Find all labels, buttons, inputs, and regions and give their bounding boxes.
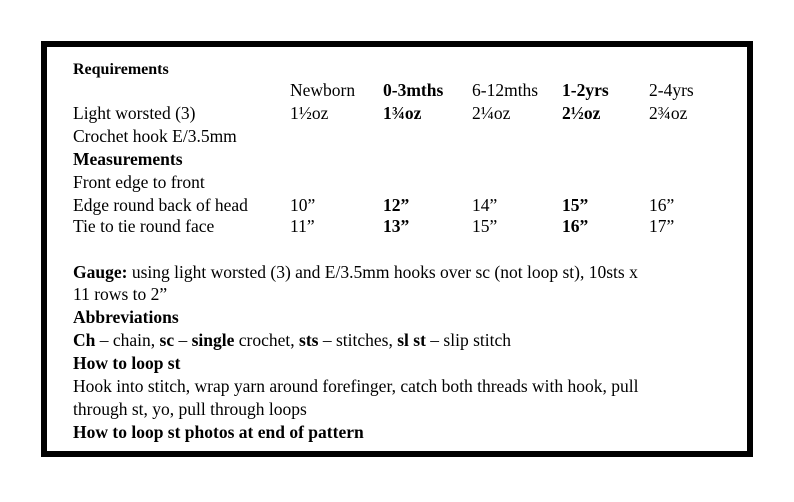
loop-text-line-1: Hook into stitch, wrap yarn around forefinger, catch both threads with hook, pull bbox=[73, 376, 639, 396]
yarn-label: Light worsted (3) bbox=[73, 103, 196, 123]
gauge-line-2: 11 rows to 2” bbox=[73, 284, 168, 304]
abbreviations-heading: Abbreviations bbox=[73, 307, 179, 327]
yarn-amount-0-3mths: 1¾oz bbox=[383, 103, 422, 123]
tie-2-4yrs: 17” bbox=[649, 216, 675, 236]
abbr-text: – chain, bbox=[95, 330, 160, 350]
abbreviations-line bbox=[73, 330, 511, 350]
loop-text-line-2: through st, yo, pull through loops bbox=[73, 399, 307, 419]
loop-photos-note: How to loop st photos at end of pattern bbox=[73, 422, 364, 442]
edge-2-4yrs: 16” bbox=[649, 195, 675, 215]
edge-newborn: 10” bbox=[290, 195, 316, 215]
abbr-sc: sc bbox=[159, 330, 175, 350]
size-1-2yrs: 1-2yrs bbox=[562, 80, 609, 100]
edge-6-12mths: 14” bbox=[472, 195, 498, 215]
yarn-amount-6-12mths: 2¼oz bbox=[472, 103, 511, 123]
abbr-text: – stitches, bbox=[318, 330, 398, 350]
tie-newborn: 11” bbox=[290, 216, 315, 236]
size-newborn: Newborn bbox=[290, 80, 356, 100]
size-2-4yrs: 2-4yrs bbox=[649, 80, 694, 100]
hook-requirement: Crochet hook E/3.5mm bbox=[73, 126, 237, 146]
abbr-ch: Ch bbox=[73, 330, 96, 350]
yarn-amount-1-2yrs: 2½oz bbox=[562, 103, 601, 123]
abbr-text: crochet, bbox=[234, 330, 300, 350]
tie-1-2yrs: 16” bbox=[562, 216, 589, 236]
yarn-amount-2-4yrs: 2¾oz bbox=[649, 103, 688, 123]
edge-0-3mths: 12” bbox=[383, 195, 410, 215]
gauge-label: Gauge: bbox=[73, 262, 128, 282]
tie-label: Tie to tie round face bbox=[73, 216, 215, 236]
front-edge-label: Front edge to front bbox=[73, 172, 205, 192]
tie-0-3mths: 13” bbox=[383, 216, 410, 236]
edge-label: Edge round back of head bbox=[73, 195, 248, 215]
size-0-3mths: 0-3mths bbox=[383, 80, 444, 100]
gauge-text: using light worsted (3) and E/3.5mm hooks over sc (not loop st), 10sts x bbox=[131, 262, 638, 282]
edge-1-2yrs: 15” bbox=[562, 195, 589, 215]
tie-6-12mths: 15” bbox=[472, 216, 498, 236]
loop-heading: How to loop st bbox=[73, 353, 181, 373]
size-6-12mths: 6-12mths bbox=[472, 80, 539, 100]
abbr-single: single bbox=[191, 330, 235, 350]
abbr-text: – slip stitch bbox=[425, 330, 511, 350]
measurements-heading: Measurements bbox=[73, 149, 183, 169]
abbr-sl-st: sl st bbox=[397, 330, 426, 350]
abbr-text: – bbox=[174, 330, 192, 350]
yarn-amount-newborn: 1½oz bbox=[290, 103, 329, 123]
abbr-sts: sts bbox=[299, 330, 319, 350]
requirements-heading: Requirements bbox=[73, 61, 169, 78]
gauge-line-1 bbox=[73, 262, 638, 282]
